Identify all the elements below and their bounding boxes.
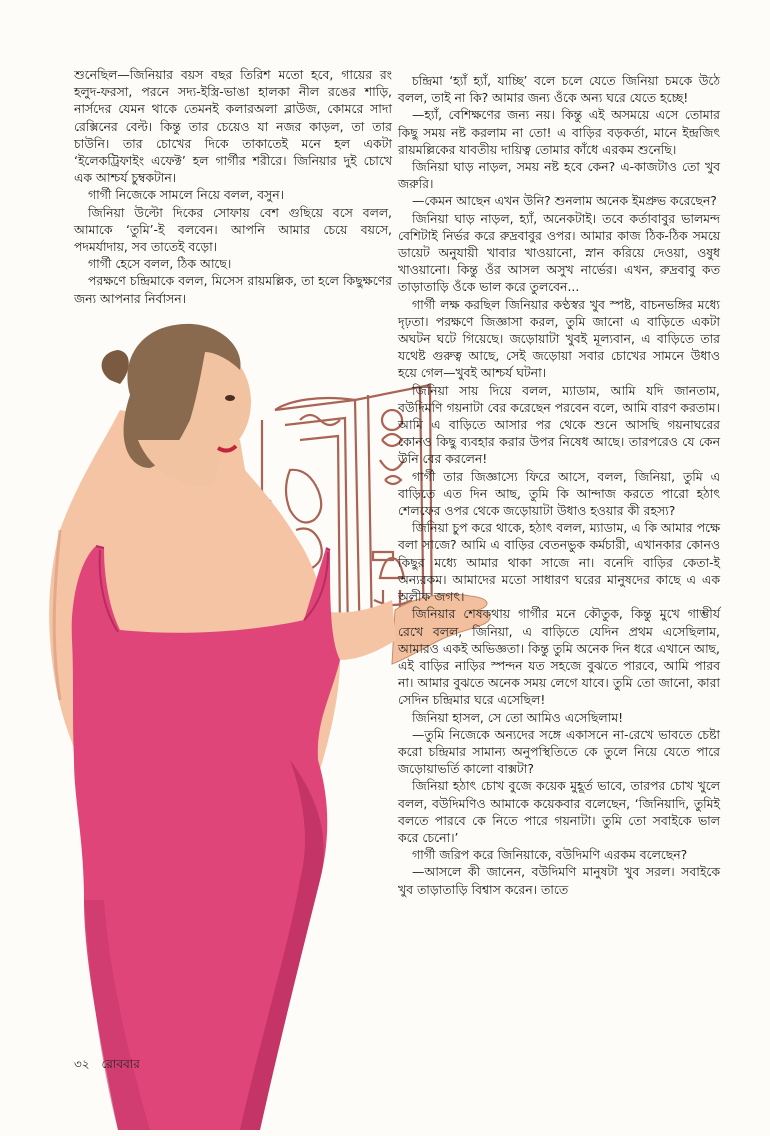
paragraph: চন্দ্রিমা ‘হ্যাঁ হ্যাঁ, যাচ্ছি’ বলে চলে যেতে জিনিয়া চমকে উঠে বলল, তাই না কি? আমার জন্য ওঁকে অন্য ঘরে যেতে হচ্ছে!: [398, 73, 720, 106]
paragraph: জিনিয়া হাসল, সে তো আমিও এসেছিলাম!: [412, 709, 624, 725]
paragraph: পরক্ষণে চন্দ্রিমাকে বলল, মিসেস রায়মল্লিক, তা হলে কিছুক্ষণের জন্য আপনার নির্বাসন।: [74, 273, 392, 306]
paragraph: শুনেছিল—জিনিয়ার বয়স বছর তিরিশ মতো হবে, গায়ের রং হলুদ-ফরসা, পরনে সদ্য-ইস্ত্রি-ভাঙা হালকা নীল রঙের শাড়ি, নার্সদের যেমন থাকে তেমনই কলারঅলা ব্লাউজ, কোমরে সাদা রেক্সিনের বেল্ট। কিন্তু তার চেয়েও যা নজর কাড়ল, তা তার চাউনি। তার চোখের দিকে তাকাতেই মনে হল একটা ‘ইলেকট্রিফাইং এফেক্ট’ হল গার্গীর শরীরে। জিনিয়ার দুই চোখে এক আশ্চর্য চুম্বকটান।: [74, 67, 392, 186]
paragraph: গার্গী তার জিজ্ঞাস্যে ফিরে আসে, বলল, জিনিয়া, তুমি এ বাড়িতে এত দিন আছ, তুমি কি আন্দাজ করতে পারো হঠাৎ শেলফের ওপর থেকে জড়োয়াটা উধাও হওয়ার কী রহস্য?: [398, 468, 720, 519]
paragraph: জিনিয়া ঘাড় নাড়ল, হ্যাঁ, অনেকটাই। তবে কর্তাবাবুর ভালমন্দ বেশিটাই নির্ভর করে রুদ্রবাবুর ওপর। আমার কাজ ঠিক-ঠিক সময়ে ডায়েট অনুযায়ী খাবার খাওয়ানো, স্নান করিয়ে দেওয়া, ওষুধ খাওয়ানো। কিন্তু ওঁর আসল অসুখ নার্ভের। এখন, রুদ্রবাবু কত তাড়াতাড়ি ওঁকে ভাল করে তুলবেন...: [398, 210, 720, 295]
paragraph: গার্গী লক্ষ করছিল জিনিয়ার কণ্ঠস্বর খুব স্পষ্ট, বাচনভঙ্গির মধ্যে দৃঢ়তা। পরক্ষণে জিজ্ঞাসা করল, তুমি জানো এ বাড়িতে একটা অঘটন ঘটে গিয়েছে। জড়োয়াটা খুবই মূল্যবান, এ বাড়িতে তার যথেষ্ট গুরুত্ব আছে, সেই জড়োয়া সবার চোখের সামনে উধাও হয়ে গেল—খুবই আশ্চর্য ঘটনা।: [398, 296, 720, 381]
paragraph: —আসলে কী জানেন, বউদিমণি মানুষটা খুব সরল। সবাইকে খুব তাড়াতাড়ি বিশ্বাস করেন। তাতে: [398, 864, 720, 897]
paragraph: জিনিয়া হঠাৎ চোখ বুজে কয়েক মুহূর্ত ভাবে, তারপর চোখ খুলে বলল, বউদিমণিও আমাকে কয়েকবার বলেছেন, ‘জিনিয়াদি, তুমিই বলতে পারবে কে নিতে পারে গয়নাটা। তুমি তো সবাইকে ভাল করে চেনো।’: [398, 778, 720, 845]
paragraph: —কেমন আছেন এখন উনি? শুনলাম অনেক ইমপ্রুভ করেছেন?: [412, 193, 717, 209]
left-text-column: [74, 66, 392, 307]
paragraph: জিনিয়া উল্টো দিকের সোফায় বেশ গুছিয়ে বসে বলল, আমাকে ‘তুমি’-ই বলবেন। আপনি আমার চেয়ে বয়সে, পদমর্যাদায়, সব তাতেই বড়ো।: [74, 204, 392, 255]
paragraph: জিনিয়ার শেষকথায় গার্গীর মনে কৌতুক, কিন্তু মুখে গাম্ভীর্য রেখে বলল, জিনিয়া, এ বাড়িতে যেদিন প্রথম এসেছিলাম, আমারও একই অভিজ্ঞতা। কিন্তু তুমি অনেক দিন ধরে এখানে আছ, এই বাড়ির নাড়ির স্পন্দন যত সহজে বুঝতে পারবে, আমি পারব না। আমার বুঝতে অনেক সময় লেগে যাবে। তুমি তো জানো, কারা সেদিন চন্দ্রিমার ঘরে এসেছিল!: [398, 606, 720, 708]
paragraph: জিনিয়া চুপ করে থাকে, হঠাৎ বলল, ম্যাডাম, এ কি আমার পক্ষে বলা সাজে? আমি এ বাড়ির বেতনভুক কর্মচারী, এখানকার কোনও কিছুর মধ্যে আমার থাকা সাজে না। বনেদি বাড়ির কেতা-ই অন্যরকম। আমাদের মতো সাধারণ ঘরের মানুষদের কাছে এ এক অলীক জগৎ।: [398, 520, 720, 605]
paragraph: জিনিয়া ঘাড় নাড়ল, সময় নষ্ট হবে কেন? এ-কাজটাও তো খুব জরুরি।: [398, 159, 720, 192]
paragraph: —হ্যাঁ, বেশিক্ষণের জন্য নয়। কিন্তু এই অসময়ে এসে তোমার কিছু সময় নষ্ট করলাম না তো! এ বাড়ির বড়কর্তা, মানে ইন্দ্রজিৎ রায়মল্লিকের যাবতীয় দায়িত্ব তোমার কাঁধে এরকম শুনেছি।: [398, 107, 720, 157]
magazine-name: রোববার: [101, 1057, 140, 1071]
paragraph: গার্গী নিজেকে সামলে নিয়ে বলল, বসুন।: [88, 187, 285, 203]
paragraph: জিনিয়া সায় দিয়ে বলল, ম্যাডাম, আমি যদি জানতাম, বউদিমণি গয়নাটা বের করেছেন পরবেন বলে, আমি বারণ করতাম। আমি এ বাড়িতে আসার পর থেকে শুনে আসছি গয়নাঘরের কোনও কিছু ব্যবহার করার উপর নিষেধ আছে। তারপরেও যে কেন উনি বের করলেন!: [398, 382, 720, 467]
right-text-column: [398, 72, 720, 898]
page-footer: [74, 1056, 148, 1076]
paragraph: —তুমি নিজেকে অন্যদের সঙ্গে একাসনে না-রেখে ভাবতে চেষ্টা করো চন্দ্রিমার সামান্য অনুপস্থিতিতে কে তুলে নিয়ে যেতে পারে জড়োয়াভর্তি কালো বাক্সটা?: [398, 726, 720, 777]
paragraph: গার্গী হেসে বলল, ঠিক আছে।: [88, 256, 232, 272]
paragraph: গার্গী জরিপ করে জিনিয়াকে, বউদিমণি এরকম বলেছেন?: [412, 847, 688, 863]
page-number: ৩২: [74, 1057, 90, 1071]
